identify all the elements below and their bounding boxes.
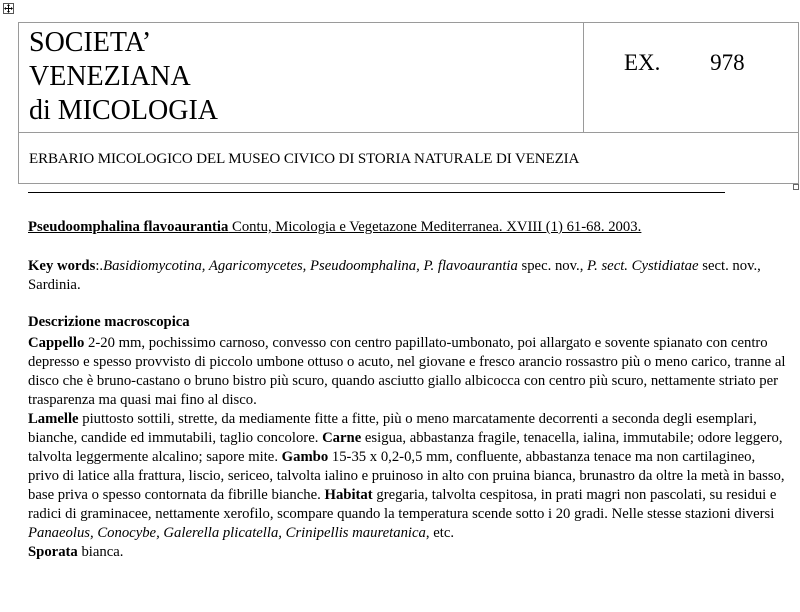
document-body — [28, 218, 786, 562]
keywords-section: P. sect. Cystidiatae — [587, 258, 699, 274]
move-arrows-icon — [4, 4, 13, 13]
society-line-3: di MICOLOGIA — [29, 95, 218, 126]
habitat-species: Panaeolus, Conocybe, Galerella plicatella, Crinipellis mauretanica — [28, 525, 426, 541]
society-line-2: VENEZIANA — [29, 61, 191, 92]
sporata-text: bianca. — [77, 544, 124, 560]
keywords-spec: spec. nov., — [517, 258, 588, 274]
society-cell[interactable] — [19, 23, 584, 133]
lamelle-text: piuttosto sottili, strette, da mediamente fitte a fitte, più o meno marcatamente decorrenti a seconda degli esemplari, bianche, candide ed immutabili, taglio concolore. — [28, 411, 757, 446]
keywords-section-rest: sect. nov., Sardinia. — [28, 258, 761, 293]
keywords-separator: :. — [95, 258, 104, 274]
keywords-label: Key words — [28, 258, 96, 274]
habitat-end: , etc. — [425, 525, 455, 541]
exsiccata-cell[interactable] — [584, 23, 799, 133]
gambo-text: 15-35 x 0,2-0,5 mm, confluente, abbastanza tenace ma non cartilagineo, privo di latice alla frattura, liscio, sericeo, talvolta ialino e pruinoso in alto con pruina bianca, brunastro da oltre la metà in basso, base priva o spesso contornata da fibrille bianche. — [28, 449, 785, 503]
species-reference — [28, 218, 786, 237]
table-move-handle[interactable] — [3, 3, 14, 14]
cappello-text: 2-20 mm, pochissimo carnoso, convesso con centro papillato-umbonato, poi allargato e sovente spianato con centro depresso e spesso provvisto di piccolo umbone ottuso o acuto, nel giovane e fresco arancio rossastro più o meno carico, tranne al disco che è bruno-castano o bruno bistro più scuro, quando asciutto giallo albicocca con centro più scuro, nettamente striato per trasparenza ma quasi mai fino al disco. — [28, 335, 786, 408]
ex-number: 978 — [710, 49, 745, 75]
carne-text: esigua, abbastanza fragile, tenacella, ialina, immutabile; odore leggero, talvolta leggermente alcalino; sapore mite. — [28, 430, 783, 465]
keywords-taxa: Basidiomycotina, Agaricomycetes, Pseudoomphalina, P. flavoaurantia — [103, 258, 518, 274]
table-resize-handle[interactable] — [793, 184, 799, 190]
sporata-paragraph — [28, 543, 786, 562]
species-name: Pseudoomphalina flavoaurantia — [28, 219, 229, 235]
society-line-1: SOCIETA’ — [29, 27, 152, 58]
ex-label: EX. — [624, 49, 661, 75]
habitat-text: gregaria, talvolta cespitosa, in prati magri non pascolati, su residui e radici di graminacee, nettamente xerofilo, scompare quando la temperatura scende sotto i 20 gradi. Nelle stesse stazioni diversi — [28, 487, 777, 522]
carne-label: Carne — [322, 430, 362, 446]
lamelle-label: Lamelle — [28, 411, 79, 427]
reference-citation: Contu, Micologia e Vegetazone Mediterranea. XVIII (1) 61-68. 2003. — [228, 219, 642, 235]
herbarium-cell[interactable] — [19, 133, 799, 184]
description-title: Descrizione macroscopica — [28, 314, 190, 330]
gambo-label: Gambo — [281, 449, 329, 465]
header-table — [18, 22, 799, 184]
society-name — [19, 23, 583, 128]
cappello-paragraph — [28, 334, 786, 410]
habitat-label: Habitat — [324, 487, 373, 503]
sporata-label: Sporata — [28, 544, 78, 560]
cappello-label: Cappello — [28, 335, 85, 351]
herbarium-title: ERBARIO MICOLOGICO DEL MUSEO CIVICO DI STORIA NATURALE DI VENEZIA — [29, 151, 580, 167]
keywords-paragraph — [28, 257, 786, 295]
lamelle-paragraph — [28, 410, 786, 543]
horizontal-rule — [28, 192, 725, 193]
